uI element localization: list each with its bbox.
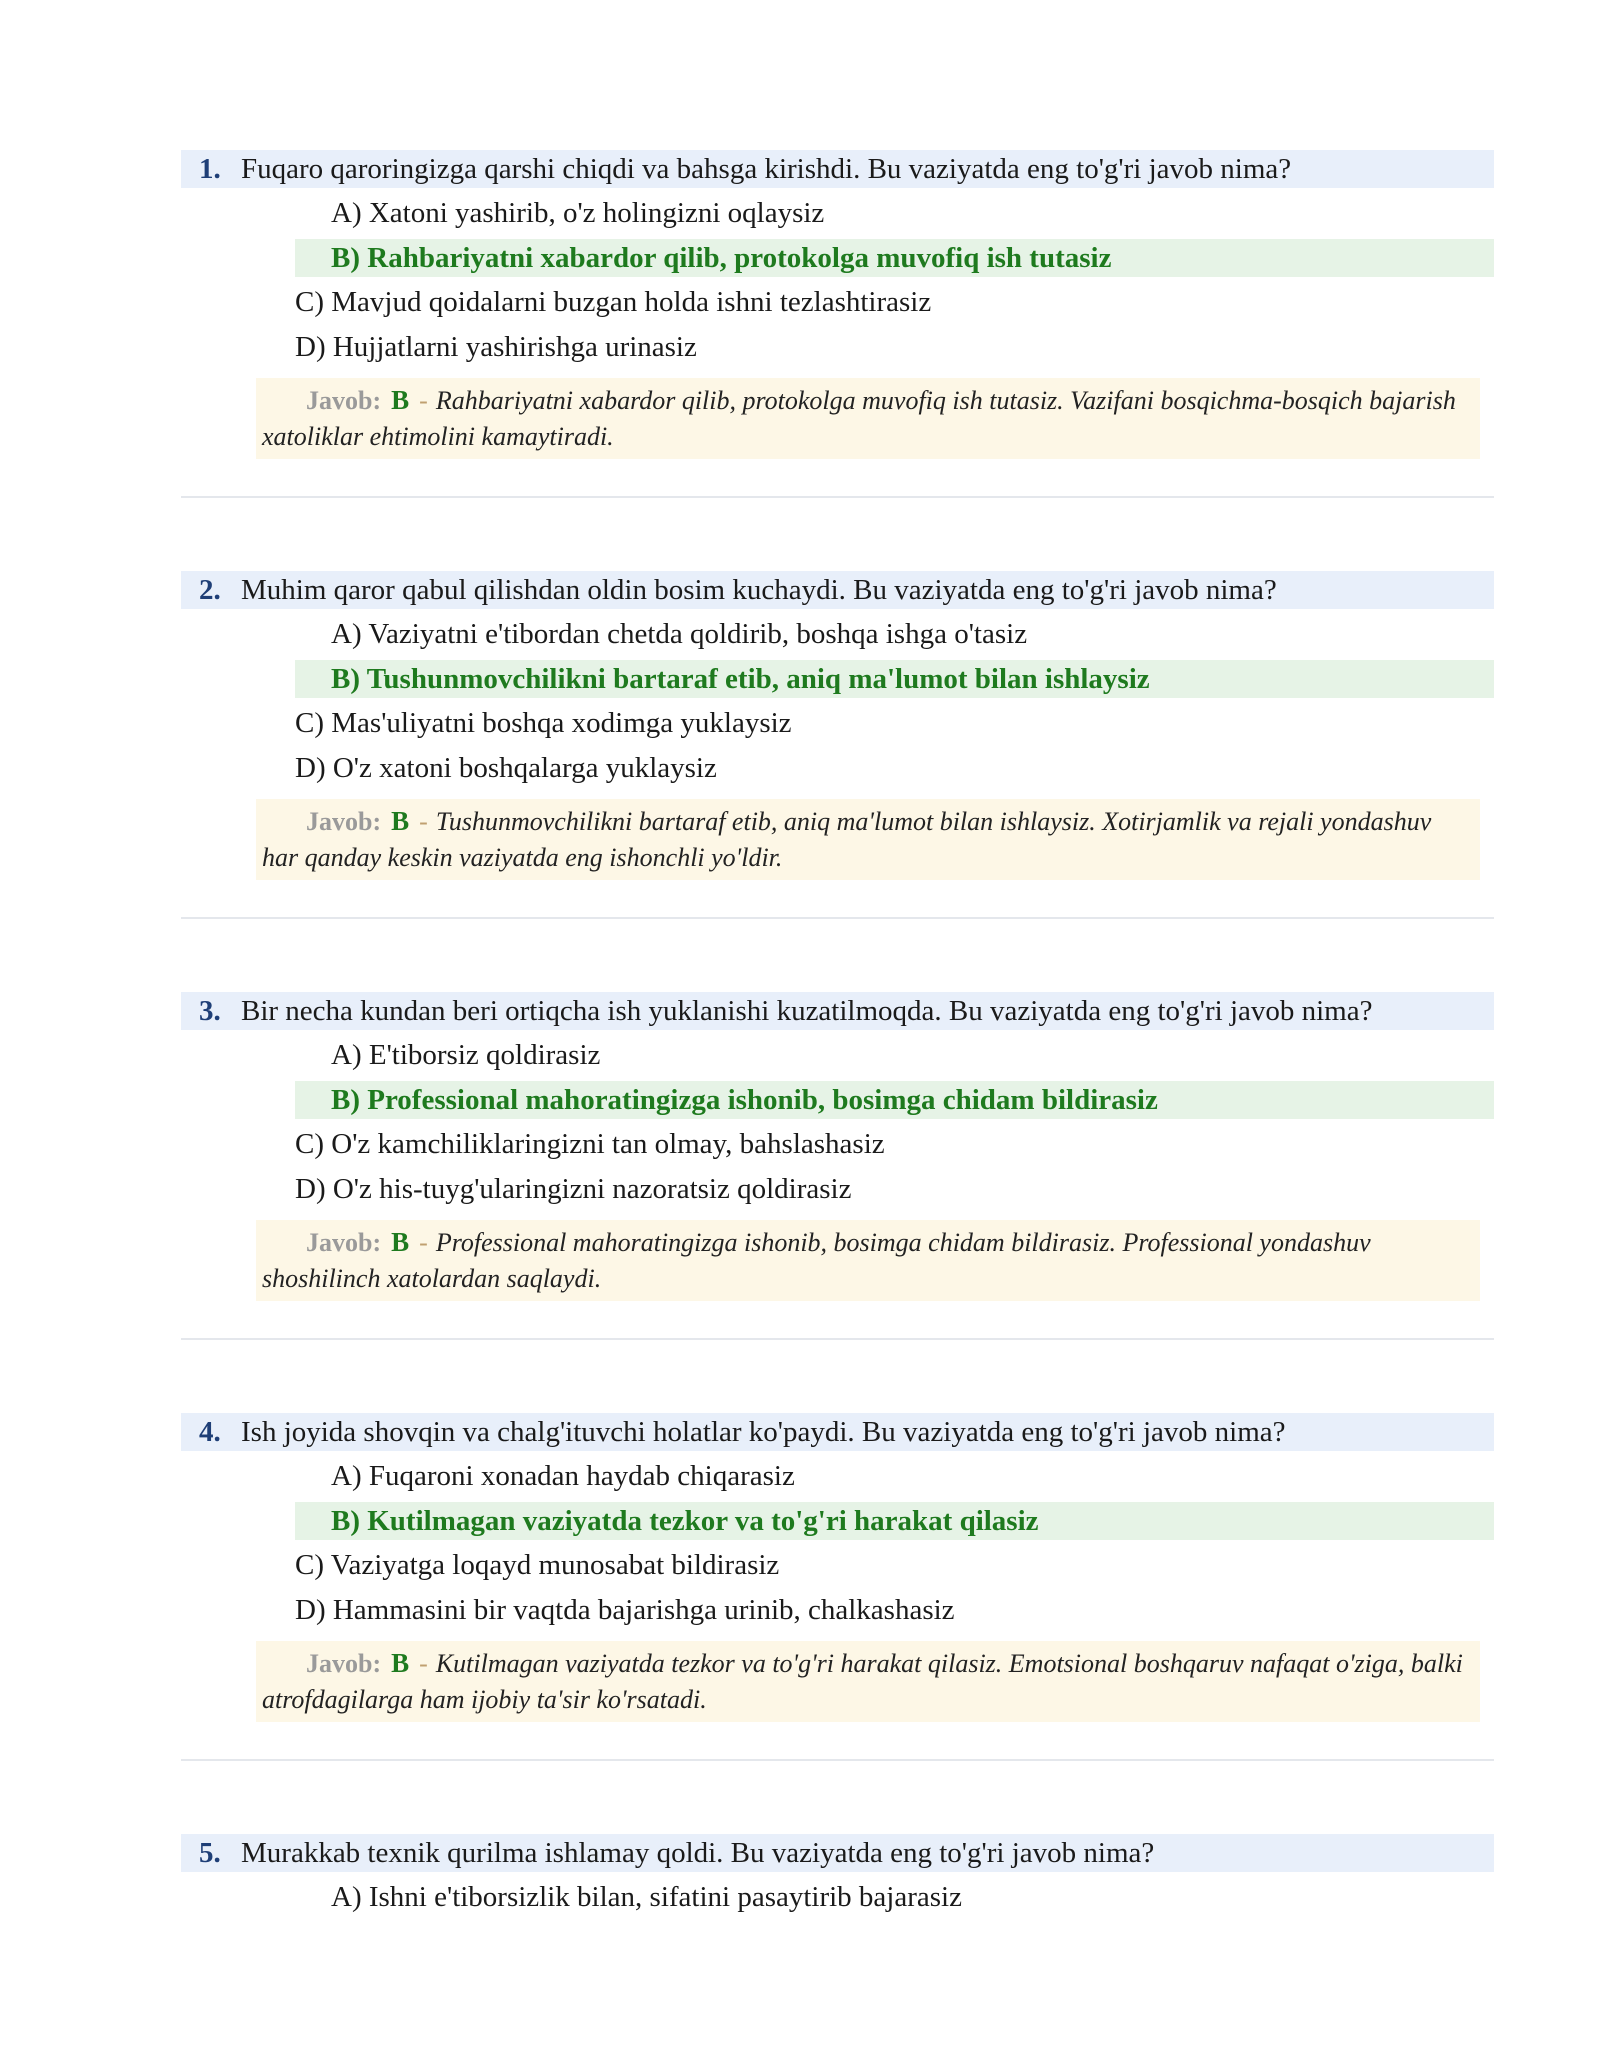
question-number: 5. bbox=[199, 1836, 221, 1869]
option-b-label: B) Professional mahoratingizga ishonib, bosimga chidam bildirasiz bbox=[331, 1084, 1158, 1116]
option-c: C) Vaziyatga loqayd munosabat bildirasiz bbox=[295, 1549, 780, 1581]
question-block bbox=[181, 1834, 1494, 1934]
question-text: Bir necha kundan beri ortiqcha ish yuklanishi kuzatilmoqda. Bu vaziyatda eng to'g'ri javob nima? bbox=[241, 994, 1373, 1027]
divider bbox=[181, 1759, 1494, 1761]
option-b-correct bbox=[295, 1502, 1494, 1540]
question-block bbox=[181, 571, 1494, 991]
answer-dash: - bbox=[419, 807, 428, 836]
answer-dash: - bbox=[419, 386, 428, 415]
answer-letter: B bbox=[391, 1648, 410, 1678]
option-b-correct bbox=[295, 660, 1494, 698]
option-c: C) Mavjud qoidalarni buzgan holda ishni tezlashtirasiz bbox=[295, 286, 932, 318]
option-b-label: B) Rahbariyatni xabardor qilib, protokolga muvofiq ish tutasiz bbox=[331, 242, 1112, 274]
answer-label: Javob: bbox=[306, 1649, 382, 1678]
answer-text: Tushunmovchilikni bartaraf etib, aniq ma'lumot bilan ishlaysiz. Xotirjamlik va rejali yondashuv har qanday keskin vaziyatda eng ishonchli yo'ldir. bbox=[262, 807, 1432, 872]
answer-dash: - bbox=[419, 1649, 428, 1678]
answer-label: Javob: bbox=[306, 386, 382, 415]
answer-letter: B bbox=[391, 806, 410, 836]
question-number: 3. bbox=[199, 994, 221, 1027]
question-header bbox=[181, 992, 1494, 1030]
question-header bbox=[181, 571, 1494, 609]
question-text: Muhim qaror qabul qilishdan oldin bosim kuchaydi. Bu vaziyatda eng to'g'ri javob nima? bbox=[241, 573, 1277, 606]
question-block bbox=[181, 1413, 1494, 1833]
answer-text: Rahbariyatni xabardor qilib, protokolga muvofiq ish tutasiz. Vazifani bosqichma-bosqich bajarish xatoliklar ehtimolini kamaytiradi. bbox=[262, 386, 1456, 451]
option-c: C) O'z kamchiliklaringizni tan olmay, bahslashasiz bbox=[295, 1128, 885, 1160]
question-number: 2. bbox=[199, 573, 221, 606]
option-a: A) E'tiborsiz qoldirasiz bbox=[331, 1039, 601, 1071]
question-block bbox=[181, 150, 1494, 570]
divider bbox=[181, 1338, 1494, 1340]
answer-explanation bbox=[256, 378, 1480, 459]
question-number: 1. bbox=[199, 152, 221, 185]
question-text: Fuqaro qaroringizga qarshi chiqdi va bahsga kirishdi. Bu vaziyatda eng to'g'ri javob nima? bbox=[241, 152, 1292, 185]
answer-dash: - bbox=[419, 1228, 428, 1257]
option-d: D) Hammasini bir vaqtda bajarishga urinib, chalkashasiz bbox=[295, 1594, 955, 1626]
option-b-correct bbox=[295, 239, 1494, 277]
option-d: D) Hujjatlarni yashirishga urinasiz bbox=[295, 331, 697, 363]
option-c: C) Mas'uliyatni boshqa xodimga yuklaysiz bbox=[295, 707, 792, 739]
question-number: 4. bbox=[199, 1415, 221, 1448]
option-d: D) O'z his-tuyg'ularingizni nazoratsiz qoldirasiz bbox=[295, 1173, 852, 1205]
option-a: A) Fuqaroni xonadan haydab chiqarasiz bbox=[331, 1460, 795, 1492]
option-d: D) O'z xatoni boshqalarga yuklaysiz bbox=[295, 752, 717, 784]
question-header bbox=[181, 1834, 1494, 1872]
option-b-label: B) Tushunmovchilikni bartaraf etib, aniq ma'lumot bilan ishlaysiz bbox=[331, 663, 1150, 695]
question-text: Ish joyida shovqin va chalg'ituvchi holatlar ko'paydi. Bu vaziyatda eng to'g'ri javob nima? bbox=[241, 1415, 1286, 1448]
option-a: A) Ishni e'tiborsizlik bilan, sifatini pasaytirib bajarasiz bbox=[331, 1881, 962, 1913]
answer-label: Javob: bbox=[306, 807, 382, 836]
answer-text: Professional mahoratingizga ishonib, bosimga chidam bildirasiz. Professional yondashuv shoshilinch xatolardan saqlaydi. bbox=[262, 1228, 1371, 1293]
option-a: A) Xatoni yashirib, o'z holingizni oqlaysiz bbox=[331, 197, 825, 229]
divider bbox=[181, 496, 1494, 498]
answer-text: Kutilmagan vaziyatda tezkor va to'g'ri harakat qilasiz. Emotsional boshqaruv nafaqat o'ziga, balki atrofdagilarga ham ijobiy ta'sir ko'rsatadi. bbox=[262, 1649, 1463, 1714]
option-b-label: B) Kutilmagan vaziyatda tezkor va to'g'ri harakat qilasiz bbox=[331, 1505, 1039, 1537]
answer-letter: B bbox=[391, 385, 410, 415]
answer-explanation bbox=[256, 799, 1480, 880]
answer-label: Javob: bbox=[306, 1228, 382, 1257]
divider bbox=[181, 917, 1494, 919]
question-text: Murakkab texnik qurilma ishlamay qoldi. Bu vaziyatda eng to'g'ri javob nima? bbox=[241, 1836, 1155, 1869]
option-a: A) Vaziyatni e'tibordan chetda qoldirib, boshqa ishga o'tasiz bbox=[331, 618, 1028, 650]
option-b-correct bbox=[295, 1081, 1494, 1119]
answer-letter: B bbox=[391, 1227, 410, 1257]
answer-explanation bbox=[256, 1220, 1480, 1301]
question-block bbox=[181, 992, 1494, 1412]
question-header bbox=[181, 1413, 1494, 1451]
question-header bbox=[181, 150, 1494, 188]
answer-explanation bbox=[256, 1641, 1480, 1722]
